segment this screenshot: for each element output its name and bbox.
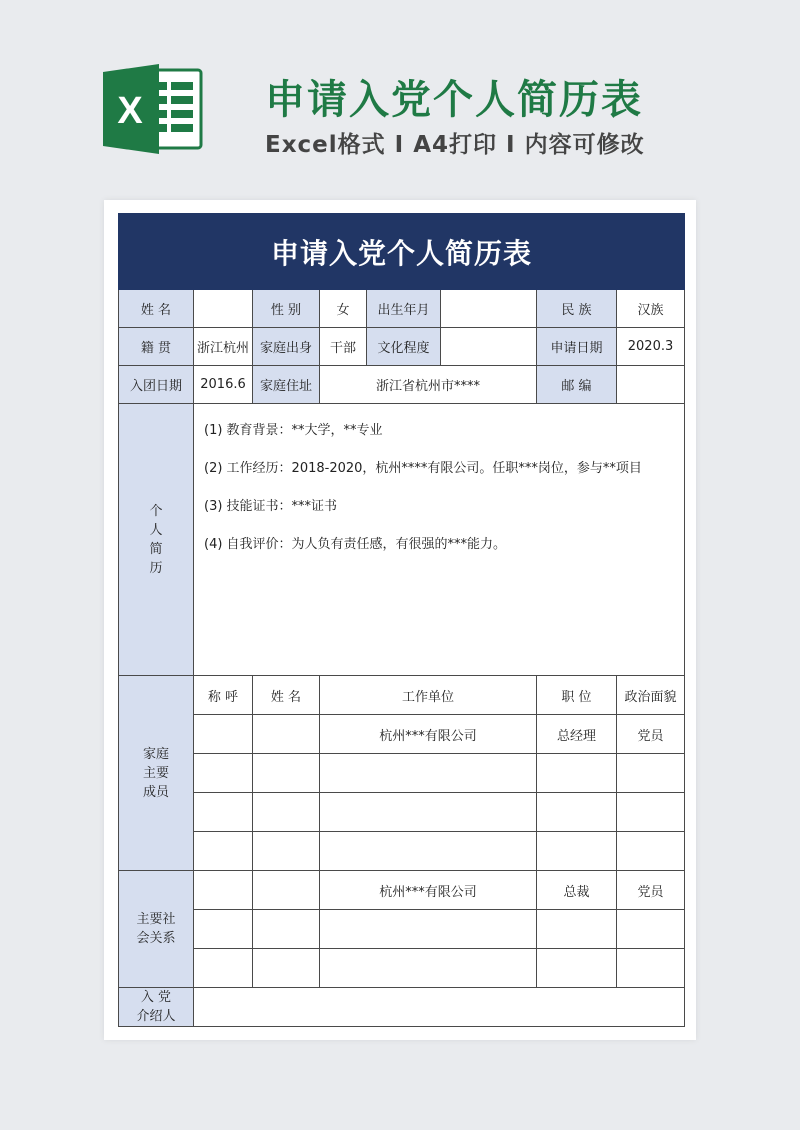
- social-relations-label-text: 主要社 会关系: [136, 912, 176, 946]
- family-header-row: [119, 676, 685, 715]
- native-place-field[interactable]: 浙江杭州: [194, 328, 253, 366]
- family-cell[interactable]: [253, 715, 320, 754]
- family-col-name: 姓 名: [253, 676, 320, 715]
- family-cell[interactable]: [617, 754, 685, 793]
- excel-logo-icon: [103, 64, 203, 154]
- page-title: 申请入党个人简历表: [265, 77, 643, 123]
- introducer-label-text: 入 党 介绍人: [136, 990, 176, 1024]
- social-cell[interactable]: [194, 871, 253, 910]
- excel-logo-letter: X: [117, 90, 143, 132]
- table-row: [119, 793, 685, 832]
- home-address-field[interactable]: 浙江省杭州市****: [320, 366, 537, 404]
- family-cell[interactable]: [537, 754, 617, 793]
- page-header: [0, 0, 800, 190]
- family-cell[interactable]: [194, 754, 253, 793]
- resume-label-text: 个 人 简 历: [149, 503, 163, 576]
- page-subtitle: Excel格式 Ⅰ A4打印 Ⅰ 内容可修改: [265, 132, 645, 158]
- apply-date-label: 申请日期: [537, 328, 617, 366]
- name-field[interactable]: [194, 290, 253, 328]
- social-cell[interactable]: [253, 949, 320, 988]
- family-cell[interactable]: [253, 793, 320, 832]
- form-banner-title: 申请入党个人简历表: [119, 214, 685, 290]
- family-cell[interactable]: [320, 832, 537, 871]
- family-cell[interactable]: [617, 793, 685, 832]
- resume-label: [119, 404, 194, 676]
- form-row-origin: [119, 328, 685, 366]
- family-cell[interactable]: [320, 754, 537, 793]
- social-cell[interactable]: [320, 910, 537, 949]
- application-form-table: [118, 213, 685, 1027]
- resume-item-education: (1) 教育背景：**大学，**专业: [204, 423, 383, 438]
- introducer-label: [119, 988, 194, 1027]
- social-cell[interactable]: [253, 871, 320, 910]
- family-cell[interactable]: 杭州***有限公司: [320, 715, 537, 754]
- home-address-label: 家庭住址: [253, 366, 320, 404]
- family-cell[interactable]: [320, 793, 537, 832]
- birth-label: 出生年月: [367, 290, 441, 328]
- social-cell[interactable]: 总裁: [537, 871, 617, 910]
- resume-item-certificate: (3) 技能证书：***证书: [204, 499, 338, 514]
- table-row: [119, 715, 685, 754]
- resume-content[interactable]: [194, 404, 685, 676]
- social-cell[interactable]: [537, 910, 617, 949]
- family-cell[interactable]: [194, 832, 253, 871]
- social-cell[interactable]: 杭州***有限公司: [320, 871, 537, 910]
- social-cell[interactable]: [194, 910, 253, 949]
- resume-row: [119, 404, 685, 676]
- resume-item-experience: (2) 工作经历：2018-2020，杭州****有限公司。任职***岗位，参与**项目: [204, 461, 642, 476]
- family-col-relation: 称 呼: [194, 676, 253, 715]
- family-members-label-text: 家庭 主要 成员: [142, 746, 169, 800]
- family-cell[interactable]: [537, 832, 617, 871]
- league-date-field[interactable]: 2016.6: [194, 366, 253, 404]
- family-cell[interactable]: 总经理: [537, 715, 617, 754]
- resume-item-self-evaluation: (4) 自我评价：为人负有责任感，有很强的***能力。: [204, 537, 507, 552]
- family-cell[interactable]: [537, 793, 617, 832]
- family-cell[interactable]: [194, 715, 253, 754]
- family-cell[interactable]: 党员: [617, 715, 685, 754]
- postcode-label: 邮 编: [537, 366, 617, 404]
- family-cell[interactable]: [253, 754, 320, 793]
- gender-field[interactable]: 女: [320, 290, 367, 328]
- family-cell[interactable]: [617, 832, 685, 871]
- family-origin-label: 家庭出身: [253, 328, 320, 366]
- family-col-position: 职 位: [537, 676, 617, 715]
- education-field[interactable]: [441, 328, 537, 366]
- form-row-address: [119, 366, 685, 404]
- family-cell[interactable]: [194, 793, 253, 832]
- table-row: [119, 910, 685, 949]
- form-row-basic: [119, 290, 685, 328]
- family-members-label: [119, 676, 194, 871]
- ethnic-field[interactable]: 汉族: [617, 290, 685, 328]
- social-cell[interactable]: [537, 949, 617, 988]
- family-col-employer: 工作单位: [320, 676, 537, 715]
- family-col-political-status: 政治面貌: [617, 676, 685, 715]
- social-relations-label: [119, 871, 194, 988]
- table-row: [119, 871, 685, 910]
- family-cell[interactable]: [253, 832, 320, 871]
- social-cell[interactable]: [320, 949, 537, 988]
- table-row: [119, 949, 685, 988]
- birth-field[interactable]: [441, 290, 537, 328]
- introducer-field[interactable]: [194, 988, 685, 1027]
- name-label: 姓 名: [119, 290, 194, 328]
- gender-label: 性 别: [253, 290, 320, 328]
- social-cell[interactable]: [253, 910, 320, 949]
- education-label: 文化程度: [367, 328, 441, 366]
- social-cell[interactable]: [617, 910, 685, 949]
- family-origin-field[interactable]: 干部: [320, 328, 367, 366]
- form-banner-row: [119, 214, 685, 290]
- native-place-label: 籍 贯: [119, 328, 194, 366]
- postcode-field[interactable]: [617, 366, 685, 404]
- table-row: [119, 754, 685, 793]
- social-cell[interactable]: [617, 949, 685, 988]
- table-row: [119, 832, 685, 871]
- introducer-row: [119, 988, 685, 1027]
- social-cell[interactable]: [194, 949, 253, 988]
- league-date-label: 入团日期: [119, 366, 194, 404]
- ethnic-label: 民 族: [537, 290, 617, 328]
- social-cell[interactable]: 党员: [617, 871, 685, 910]
- apply-date-field[interactable]: 2020.3: [617, 328, 685, 366]
